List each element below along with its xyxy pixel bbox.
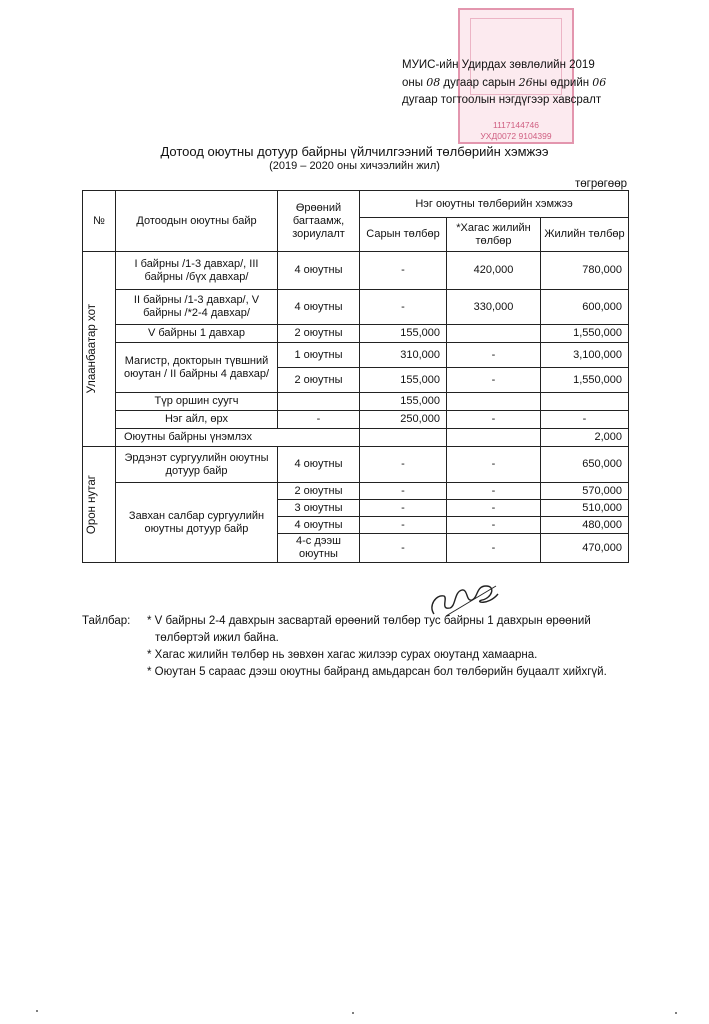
header-monthly: Сарын төлбөр [360,218,447,252]
row-capacity: 2 оюутны [278,483,360,500]
group-countryside-label: Орон нутаг [86,474,98,535]
scan-speck [675,1012,677,1014]
row-yearly: 480,000 [541,517,629,534]
row-dorm: Нэг айл, өрх [116,411,278,429]
stamp-number-1: 1117144746 [492,120,539,130]
group-ulaanbaatar-label: Улаанбаатар хот [86,304,98,394]
row-half-year: - [447,368,541,393]
table-row [83,429,629,447]
table-row [83,290,629,325]
row-capacity: 1 оюутны [278,343,360,368]
row-monthly: - [360,447,447,483]
note-1 [147,613,591,647]
page-subtitle: (2019 – 2020 оны хичээлийн жил) [269,160,440,172]
row-yearly: - [541,411,629,429]
row-half-year: - [447,534,541,563]
row-yearly: 600,000 [541,290,629,325]
decree-number: 06 [592,76,607,89]
row-capacity [278,393,360,411]
row-monthly: - [360,252,447,290]
row-yearly: 780,000 [541,252,629,290]
row-monthly: - [360,290,447,325]
table-row [83,325,629,343]
decree-line-3: дугаар тогтоолын нэгдүгээр хавсралт [402,94,602,106]
row-yearly [541,393,629,411]
row-half-year: 420,000 [447,252,541,290]
row-half-year [447,393,541,411]
row-dorm: II байрны /1-3 давхар/, V байрны /*2-4 давхар/ [116,290,278,325]
decree-month: 08 [426,76,441,89]
row-half-year [447,429,541,447]
row-monthly: 155,000 [360,368,447,393]
decree-day: 26 [518,76,533,89]
table-row [83,343,629,368]
decree-year-word: оны [402,77,424,89]
table-row [83,447,629,483]
row-capacity: 4 оюутны [278,290,360,325]
notes-label: Тайлбар: [82,615,131,627]
row-capacity: 4 оюутны [278,447,360,483]
header-no: № [83,191,116,252]
row-capacity: 2 оюутны [278,368,360,393]
table-row [83,252,629,290]
decree-day-word: ны өдрийн [532,77,590,89]
row-yearly: 1,550,000 [541,325,629,343]
header-half-year: *Хагас жилийн төлбөр [447,218,541,252]
table-row [83,483,629,500]
note-1-line-1: * V байрны 2-4 давхрын засвартай өрөөний төлбөр тус байрны 1 давхрын өрөөний [147,615,591,627]
row-yearly: 510,000 [541,500,629,517]
row-half-year: - [447,517,541,534]
group-ulaanbaatar [83,252,116,447]
row-half-year: - [447,447,541,483]
row-capacity: - [278,411,360,429]
decree-line-1: МУИС-ийн Удирдах зөвлөлийн 2019 [402,59,595,71]
table-row [83,393,629,411]
row-dorm: Магистр, докторын түвшний оюутан / II байрны 4 давхар/ [116,343,278,393]
scan-speck [36,1010,38,1012]
row-capacity: 3 оюутны [278,500,360,517]
row-yearly: 650,000 [541,447,629,483]
row-half-year: - [447,500,541,517]
row-dorm: Түр оршин суугч [116,393,278,411]
row-half-year: - [447,483,541,500]
header-fee-group: Нэг оюутны төлбөрийн хэмжээ [360,191,629,218]
row-monthly: 310,000 [360,343,447,368]
currency-unit: төгрөгөөр [574,178,627,190]
row-yearly: 3,100,000 [541,343,629,368]
row-monthly: - [360,500,447,517]
note-3: * Оюутан 5 сараас дээш оюутны байранд амьдарсан бол төлбөрийн буцаалт хийхгүй. [147,666,607,678]
decree-line-2 [402,74,606,92]
row-half-year: - [447,343,541,368]
row-capacity: 2 оюутны [278,325,360,343]
stamp-number-2: УХД0072 9104399 [480,131,552,141]
header-capacity: Өрөөний багтаамж, зориулалт [278,191,360,252]
table-row [83,411,629,429]
scan-speck [352,1012,354,1014]
row-half-year: - [447,411,541,429]
row-half-year: 330,000 [447,290,541,325]
row-yearly: 2,000 [541,429,629,447]
row-capacity: 4 оюутны [278,252,360,290]
row-yearly: 1,550,000 [541,368,629,393]
row-yearly: 470,000 [541,534,629,563]
header-yearly: Жилийн төлбөр [541,218,629,252]
decree-reference [402,57,606,109]
note-1-line-2: төлбөртэй ижил байна. [155,632,279,644]
row-monthly: - [360,534,447,563]
note-2: * Хагас жилийн төлбөр нь зөвхөн хагас жилээр сурах оюутанд хамаарна. [147,649,538,661]
row-monthly: 250,000 [360,411,447,429]
row-dorm: Завхан салбар сургуулийн оюутны дотуур байр [116,483,278,563]
row-yearly: 570,000 [541,483,629,500]
row-monthly: - [360,517,447,534]
row-monthly: 155,000 [360,325,447,343]
row-monthly: 155,000 [360,393,447,411]
group-countryside [83,447,116,563]
decree-month-word: дугаар сарын [443,77,516,89]
row-monthly: - [360,483,447,500]
header-dorm: Дотоодын оюутны байр [116,191,278,252]
page-title: Дотоод оюутны дотуур байрны үйлчилгээний төлбөрийн хэмжээ [160,144,549,159]
row-dorm: I байрны /1-3 давхар/, III байрны /бүх давхар/ [116,252,278,290]
row-monthly [360,429,447,447]
row-capacity: 4 оюутны [278,517,360,534]
row-dorm: Эрдэнэт сургуулийн оюутны дотуур байр [116,447,278,483]
row-capacity: 4-с дээш оюутны [278,534,360,563]
row-half-year [447,325,541,343]
fee-table [82,190,629,563]
row-dorm: Оюутны байрны үнэмлэх [116,429,360,447]
notes-section [82,613,607,681]
row-dorm: V байрны 1 давхар [116,325,278,343]
